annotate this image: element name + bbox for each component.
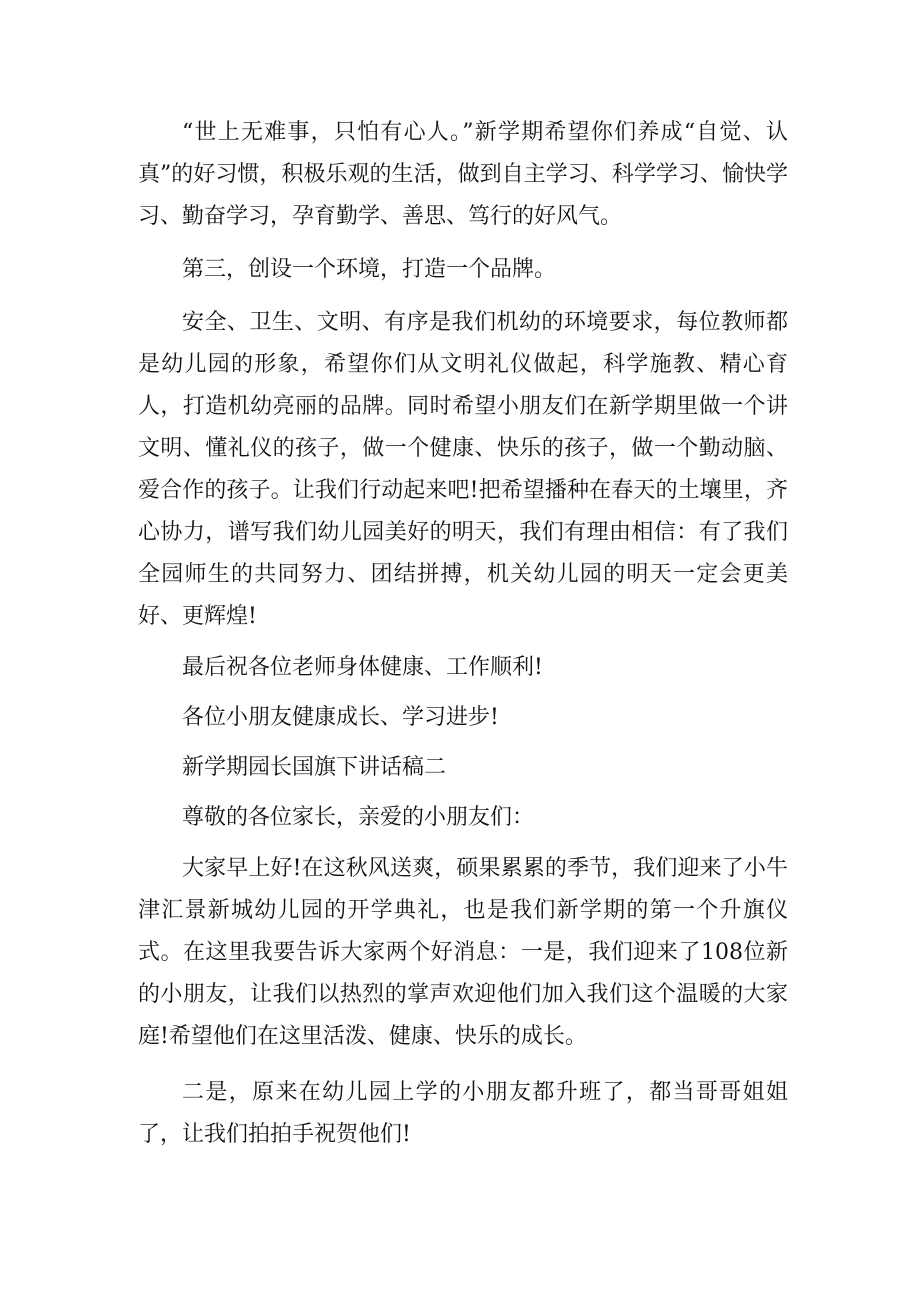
paragraph-wishes-teachers: 最后祝各位老师身体健康、工作顺利! — [182, 655, 543, 680]
paragraph-salutation: 尊敬的各位家长，亲爱的小朋友们： — [182, 805, 535, 830]
paragraph-promotion: 二是，原来在幼儿园上学的小朋友都升班了，都当哥哥姐姐了，让我们拍拍手祝贺他们! — [138, 1080, 788, 1147]
paragraph-wishes-children: 各位小朋友健康成长、学习进步! — [182, 705, 499, 730]
paragraph-study-habits: “世上无难事，只怕有心人。”新学期希望你们养成“自觉、认真”的好习惯，积极乐观的生活，做到自主学习、科学学习、愉快学习、勤奋学习，孕育勤学、善思、笃行的好风气。 — [138, 120, 788, 229]
paragraph-section-three-heading: 第三，创设一个环境，打造一个品牌。 — [182, 257, 557, 282]
document-body — [138, 112, 788, 1156]
section-title-speech-two: 新学期园长国旗下讲话稿二 — [182, 755, 447, 780]
paragraph-environment-brand: 安全、卫生、文明、有序是我们机幼的环境要求，每位教师都是幼儿园的形象，希望你们从文明礼仪做起，科学施教、精心育人，打造机幼亮丽的品牌。同时希望小朋友们在新学期里做一个讲文明、懂礼仪的孩子，做一个健康、快乐的孩子，做一个勤动脑、爱合作的孩子。让我们行动起来吧!把希望播种在春天的土壤里，齐心协力，谱写我们幼儿园美好的明天，我们有理由相信：有了我们全园师生的共同努力、团结拼搏，机关幼儿园的明天一定会更美好、更辉煌! — [138, 310, 788, 629]
paragraph-good-morning: 大家早上好!在这秋风送爽，硕果累累的季节，我们迎来了小牛津汇景新城幼儿园的开学典礼，也是我们新学期的第一个升旗仪式。在这里我要告诉大家两个好消息：一是，我们迎来了108位新的小朋友，让我们以热烈的掌声欢迎他们加入我们这个温暖的大家庭!希望他们在这里活泼、健康、快乐的成长。 — [138, 856, 788, 1049]
